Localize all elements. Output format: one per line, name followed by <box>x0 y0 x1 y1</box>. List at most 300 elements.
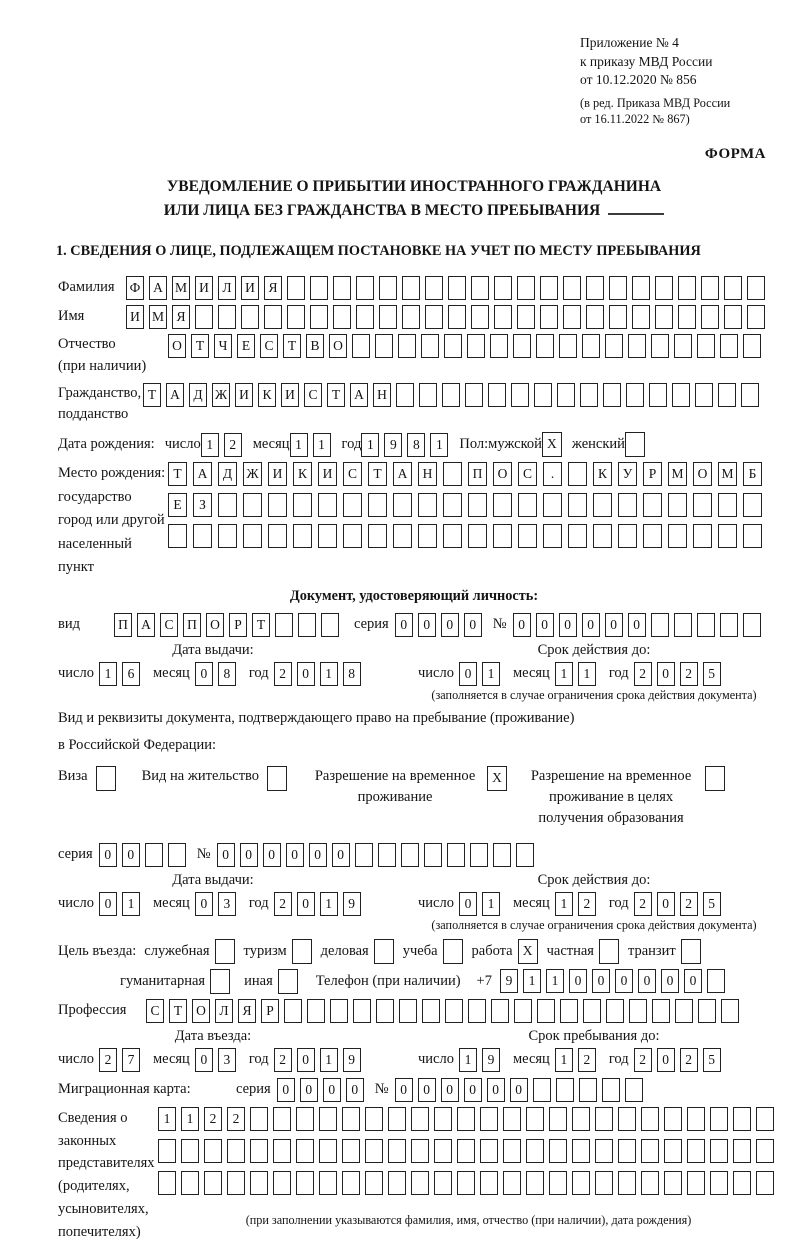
char-box[interactable] <box>273 1107 291 1131</box>
char-box[interactable]: П <box>468 462 487 486</box>
char-box[interactable]: 2 <box>578 1048 596 1072</box>
char-box[interactable] <box>321 613 339 637</box>
char-box[interactable] <box>457 1171 475 1195</box>
char-box[interactable]: А <box>193 462 212 486</box>
char-box[interactable] <box>434 1139 452 1163</box>
char-box[interactable] <box>743 524 762 548</box>
representatives-line2-boxes[interactable] <box>158 1139 779 1163</box>
char-box[interactable]: О <box>493 462 512 486</box>
char-box[interactable]: 0 <box>661 969 679 993</box>
char-box[interactable] <box>310 305 328 329</box>
char-box[interactable]: 1 <box>578 662 596 686</box>
char-box[interactable] <box>422 999 440 1023</box>
char-box[interactable] <box>549 1107 567 1131</box>
char-box[interactable]: И <box>318 462 337 486</box>
char-box[interactable]: 7 <box>122 1048 140 1072</box>
char-box[interactable] <box>743 613 761 637</box>
char-box[interactable] <box>468 493 487 517</box>
char-box[interactable]: 9 <box>343 1048 361 1072</box>
char-box[interactable]: О <box>168 334 186 358</box>
residence-valid-year-boxes[interactable] <box>634 892 726 916</box>
char-box[interactable] <box>568 493 587 517</box>
char-box[interactable]: 0 <box>395 1078 413 1102</box>
char-box[interactable] <box>563 305 581 329</box>
char-box[interactable]: 2 <box>224 433 242 457</box>
char-box[interactable] <box>643 493 662 517</box>
char-box[interactable] <box>503 1171 521 1195</box>
char-box[interactable]: Т <box>368 462 387 486</box>
char-box[interactable] <box>664 1139 682 1163</box>
char-box[interactable] <box>518 493 537 517</box>
char-box[interactable]: 0 <box>263 843 281 867</box>
char-box[interactable]: 0 <box>418 613 436 637</box>
char-box[interactable]: 9 <box>482 1048 500 1072</box>
char-box[interactable] <box>470 843 488 867</box>
char-box[interactable]: 1 <box>158 1107 176 1131</box>
char-box[interactable]: Е <box>237 334 255 358</box>
char-box[interactable] <box>517 305 535 329</box>
char-box[interactable] <box>701 276 719 300</box>
char-box[interactable] <box>468 999 486 1023</box>
phone-boxes[interactable] <box>500 969 730 993</box>
char-box[interactable] <box>168 524 187 548</box>
char-box[interactable] <box>365 1107 383 1131</box>
char-box[interactable] <box>275 613 293 637</box>
char-box[interactable] <box>641 1107 659 1131</box>
char-box[interactable]: 0 <box>122 843 140 867</box>
char-box[interactable] <box>250 1107 268 1131</box>
char-box[interactable] <box>465 383 483 407</box>
char-box[interactable]: 2 <box>274 1048 292 1072</box>
char-box[interactable]: 1 <box>555 662 573 686</box>
char-box[interactable] <box>411 1139 429 1163</box>
char-box[interactable] <box>678 305 696 329</box>
char-box[interactable] <box>215 939 235 964</box>
char-box[interactable] <box>445 999 463 1023</box>
char-box[interactable]: С <box>260 334 278 358</box>
char-box[interactable]: 0 <box>195 662 213 686</box>
char-box[interactable] <box>419 383 437 407</box>
char-box[interactable] <box>218 305 236 329</box>
char-box[interactable] <box>374 939 394 964</box>
char-box[interactable] <box>378 843 396 867</box>
char-box[interactable] <box>402 305 420 329</box>
char-box[interactable] <box>568 524 587 548</box>
char-box[interactable]: 1 <box>313 433 331 457</box>
char-box[interactable] <box>448 276 466 300</box>
char-box[interactable] <box>181 1139 199 1163</box>
char-box[interactable] <box>480 1139 498 1163</box>
char-box[interactable]: 6 <box>122 662 140 686</box>
sex-male-checkbox[interactable] <box>542 432 562 457</box>
char-box[interactable] <box>158 1171 176 1195</box>
char-box[interactable] <box>526 1171 544 1195</box>
char-box[interactable] <box>204 1171 222 1195</box>
char-box[interactable] <box>467 334 485 358</box>
char-box[interactable] <box>543 524 562 548</box>
char-box[interactable] <box>468 524 487 548</box>
char-box[interactable]: 1 <box>361 433 379 457</box>
char-box[interactable]: 1 <box>201 433 219 457</box>
char-box[interactable] <box>710 1171 728 1195</box>
surname-boxes[interactable] <box>126 276 770 300</box>
char-box[interactable]: Л <box>218 276 236 300</box>
char-box[interactable]: 0 <box>323 1078 341 1102</box>
char-box[interactable] <box>491 999 509 1023</box>
purpose-work-checkbox[interactable] <box>518 939 538 964</box>
char-box[interactable] <box>319 1107 337 1131</box>
char-box[interactable] <box>278 969 298 994</box>
char-box[interactable] <box>379 276 397 300</box>
entry-year-boxes[interactable] <box>274 1048 366 1072</box>
char-box[interactable] <box>674 334 692 358</box>
identity-issue-year-boxes[interactable] <box>274 662 366 686</box>
char-box[interactable]: 0 <box>684 969 702 993</box>
char-box[interactable]: 5 <box>703 1048 721 1072</box>
char-box[interactable]: 0 <box>628 613 646 637</box>
char-box[interactable] <box>411 1107 429 1131</box>
char-box[interactable]: М <box>172 276 190 300</box>
char-box[interactable] <box>664 1171 682 1195</box>
option-visa-checkbox[interactable] <box>96 766 116 791</box>
char-box[interactable]: 1 <box>555 1048 573 1072</box>
char-box[interactable]: О <box>693 462 712 486</box>
char-box[interactable]: Р <box>229 613 247 637</box>
char-box[interactable]: И <box>235 383 253 407</box>
char-box[interactable]: 1 <box>523 969 541 993</box>
char-box[interactable] <box>618 1139 636 1163</box>
char-box[interactable] <box>632 276 650 300</box>
char-box[interactable]: 2 <box>274 662 292 686</box>
char-box[interactable] <box>718 383 736 407</box>
char-box[interactable] <box>388 1171 406 1195</box>
char-box[interactable] <box>579 1078 597 1102</box>
char-box[interactable] <box>318 493 337 517</box>
char-box[interactable] <box>488 383 506 407</box>
char-box[interactable] <box>503 1139 521 1163</box>
char-box[interactable] <box>375 334 393 358</box>
char-box[interactable] <box>618 493 637 517</box>
char-box[interactable] <box>250 1139 268 1163</box>
char-box[interactable]: 0 <box>657 892 675 916</box>
char-box[interactable] <box>424 843 442 867</box>
char-box[interactable] <box>641 1171 659 1195</box>
char-box[interactable] <box>494 276 512 300</box>
char-box[interactable] <box>687 1171 705 1195</box>
residence-valid-month-boxes[interactable] <box>555 892 601 916</box>
char-box[interactable] <box>693 524 712 548</box>
patronymic-boxes[interactable] <box>168 334 766 358</box>
char-box[interactable] <box>678 276 696 300</box>
char-box[interactable] <box>568 462 587 486</box>
char-box[interactable]: Ч <box>214 334 232 358</box>
char-box[interactable] <box>287 276 305 300</box>
char-box[interactable] <box>330 999 348 1023</box>
char-box[interactable]: Л <box>215 999 233 1023</box>
char-box[interactable] <box>718 493 737 517</box>
char-box[interactable] <box>593 524 612 548</box>
char-box[interactable] <box>733 1139 751 1163</box>
char-box[interactable] <box>471 305 489 329</box>
char-box[interactable] <box>602 1078 620 1102</box>
char-box[interactable]: 1 <box>546 969 564 993</box>
char-box[interactable]: 0 <box>464 613 482 637</box>
purpose-other-checkbox[interactable] <box>278 969 298 994</box>
char-box[interactable] <box>447 843 465 867</box>
char-box[interactable] <box>210 969 230 994</box>
char-box[interactable]: Р <box>643 462 662 486</box>
sex-female-checkbox[interactable] <box>625 432 645 457</box>
purpose-business-checkbox[interactable] <box>215 939 235 964</box>
char-box[interactable] <box>516 843 534 867</box>
char-box[interactable] <box>333 276 351 300</box>
char-box[interactable] <box>318 524 337 548</box>
char-box[interactable] <box>720 613 738 637</box>
char-box[interactable]: 0 <box>657 662 675 686</box>
char-box[interactable]: Д <box>189 383 207 407</box>
char-box[interactable] <box>307 999 325 1023</box>
char-box[interactable] <box>356 305 374 329</box>
char-box[interactable] <box>444 334 462 358</box>
char-box[interactable]: Т <box>252 613 270 637</box>
char-box[interactable]: Е <box>168 493 187 517</box>
char-box[interactable]: 2 <box>578 892 596 916</box>
char-box[interactable]: 1 <box>181 1107 199 1131</box>
char-box[interactable]: М <box>718 462 737 486</box>
profession-boxes[interactable] <box>146 999 744 1023</box>
char-box[interactable] <box>605 334 623 358</box>
purpose-study-checkbox[interactable] <box>443 939 463 964</box>
char-box[interactable] <box>625 1078 643 1102</box>
char-box[interactable] <box>493 524 512 548</box>
char-box[interactable]: 0 <box>297 892 315 916</box>
char-box[interactable] <box>296 1107 314 1131</box>
char-box[interactable] <box>628 334 646 358</box>
char-box[interactable]: 0 <box>195 1048 213 1072</box>
char-box[interactable]: И <box>126 305 144 329</box>
representatives-line1-boxes[interactable] <box>158 1107 779 1131</box>
char-box[interactable]: 0 <box>297 662 315 686</box>
char-box[interactable] <box>710 1139 728 1163</box>
char-box[interactable]: И <box>281 383 299 407</box>
char-box[interactable]: Я <box>264 276 282 300</box>
residence-number-boxes[interactable] <box>217 843 539 867</box>
char-box[interactable] <box>368 524 387 548</box>
char-box[interactable] <box>586 305 604 329</box>
char-box[interactable] <box>572 1139 590 1163</box>
identity-series-boxes[interactable] <box>395 613 487 637</box>
char-box[interactable] <box>243 493 262 517</box>
birth-place-line3-boxes[interactable] <box>168 524 768 548</box>
char-box[interactable] <box>355 843 373 867</box>
char-box[interactable]: 2 <box>680 1048 698 1072</box>
char-box[interactable] <box>534 383 552 407</box>
char-box[interactable] <box>580 383 598 407</box>
char-box[interactable]: 0 <box>418 1078 436 1102</box>
char-box[interactable] <box>609 276 627 300</box>
char-box[interactable] <box>181 1171 199 1195</box>
char-box[interactable]: Т <box>169 999 187 1023</box>
char-box[interactable]: 0 <box>638 969 656 993</box>
char-box[interactable]: 1 <box>320 1048 338 1072</box>
char-box[interactable]: 1 <box>482 892 500 916</box>
char-box[interactable]: 8 <box>407 433 425 457</box>
char-box[interactable] <box>273 1139 291 1163</box>
char-box[interactable]: 0 <box>240 843 258 867</box>
char-box[interactable] <box>674 613 692 637</box>
char-box[interactable]: 2 <box>634 662 652 686</box>
char-box[interactable] <box>376 999 394 1023</box>
char-box[interactable] <box>559 334 577 358</box>
char-box[interactable]: В <box>306 334 324 358</box>
char-box[interactable] <box>720 334 738 358</box>
char-box[interactable] <box>218 524 237 548</box>
char-box[interactable] <box>526 1139 544 1163</box>
char-box[interactable]: Д <box>218 462 237 486</box>
char-box[interactable] <box>695 383 713 407</box>
residence-issue-year-boxes[interactable] <box>274 892 366 916</box>
char-box[interactable] <box>241 305 259 329</box>
char-box[interactable]: 1 <box>290 433 308 457</box>
char-box[interactable]: Т <box>143 383 161 407</box>
char-box[interactable] <box>603 383 621 407</box>
char-box[interactable]: 0 <box>441 1078 459 1102</box>
char-box[interactable] <box>741 383 759 407</box>
char-box[interactable] <box>379 305 397 329</box>
char-box[interactable]: Т <box>283 334 301 358</box>
purpose-tourism-checkbox[interactable] <box>292 939 312 964</box>
char-box[interactable] <box>540 276 558 300</box>
char-box[interactable] <box>681 939 701 964</box>
char-box[interactable]: 0 <box>592 969 610 993</box>
char-box[interactable] <box>747 305 765 329</box>
char-box[interactable] <box>697 613 715 637</box>
option-temp-residence-checkbox[interactable] <box>487 766 507 791</box>
birth-month-boxes[interactable] <box>290 433 336 457</box>
char-box[interactable]: 2 <box>680 662 698 686</box>
char-box[interactable]: 1 <box>99 662 117 686</box>
char-box[interactable] <box>593 493 612 517</box>
char-box[interactable]: Ф <box>126 276 144 300</box>
identity-kind-boxes[interactable] <box>114 613 344 637</box>
char-box[interactable]: Ж <box>243 462 262 486</box>
char-box[interactable] <box>310 276 328 300</box>
char-box[interactable]: 0 <box>582 613 600 637</box>
char-box[interactable]: 0 <box>657 1048 675 1072</box>
char-box[interactable] <box>227 1139 245 1163</box>
char-box[interactable] <box>518 524 537 548</box>
char-box[interactable]: З <box>193 493 212 517</box>
char-box[interactable] <box>560 999 578 1023</box>
identity-valid-month-boxes[interactable] <box>555 662 601 686</box>
char-box[interactable] <box>540 305 558 329</box>
char-box[interactable] <box>618 1107 636 1131</box>
char-box[interactable] <box>533 1078 551 1102</box>
char-box[interactable] <box>343 493 362 517</box>
char-box[interactable]: 1 <box>320 892 338 916</box>
char-box[interactable] <box>743 493 762 517</box>
char-box[interactable]: 5 <box>703 892 721 916</box>
char-box[interactable] <box>651 613 669 637</box>
char-box[interactable] <box>583 999 601 1023</box>
char-box[interactable]: 9 <box>343 892 361 916</box>
char-box[interactable] <box>643 524 662 548</box>
char-box[interactable]: Ж <box>212 383 230 407</box>
char-box[interactable] <box>443 524 462 548</box>
char-box[interactable] <box>693 493 712 517</box>
char-box[interactable]: О <box>206 613 224 637</box>
char-box[interactable]: М <box>668 462 687 486</box>
char-box[interactable]: 2 <box>227 1107 245 1131</box>
char-box[interactable] <box>629 999 647 1023</box>
char-box[interactable] <box>721 999 739 1023</box>
char-box[interactable] <box>626 383 644 407</box>
char-box[interactable]: П <box>183 613 201 637</box>
char-box[interactable] <box>319 1171 337 1195</box>
char-box[interactable] <box>556 1078 574 1102</box>
char-box[interactable]: 0 <box>459 662 477 686</box>
char-box[interactable] <box>365 1171 383 1195</box>
char-box[interactable] <box>448 305 466 329</box>
char-box[interactable] <box>388 1139 406 1163</box>
citizenship-boxes[interactable] <box>143 383 764 407</box>
char-box[interactable]: 9 <box>384 433 402 457</box>
char-box[interactable]: 2 <box>274 892 292 916</box>
char-box[interactable] <box>250 1171 268 1195</box>
char-box[interactable]: 0 <box>464 1078 482 1102</box>
char-box[interactable] <box>526 1107 544 1131</box>
char-box[interactable]: 0 <box>99 892 117 916</box>
char-box[interactable] <box>268 493 287 517</box>
char-box[interactable]: . <box>543 462 562 486</box>
char-box[interactable] <box>353 999 371 1023</box>
char-box[interactable] <box>536 334 554 358</box>
char-box[interactable] <box>549 1139 567 1163</box>
char-box[interactable]: А <box>350 383 368 407</box>
char-box[interactable] <box>651 334 669 358</box>
residence-series-boxes[interactable] <box>99 843 191 867</box>
char-box[interactable] <box>549 1171 567 1195</box>
char-box[interactable] <box>687 1139 705 1163</box>
option-residence-permit-checkbox[interactable] <box>267 766 287 791</box>
char-box[interactable]: О <box>329 334 347 358</box>
char-box[interactable] <box>402 276 420 300</box>
char-box[interactable] <box>96 766 116 791</box>
char-box[interactable]: 0 <box>569 969 587 993</box>
char-box[interactable]: А <box>166 383 184 407</box>
char-box[interactable]: Н <box>373 383 391 407</box>
char-box[interactable] <box>557 383 575 407</box>
char-box[interactable] <box>572 1171 590 1195</box>
char-box[interactable]: О <box>192 999 210 1023</box>
char-box[interactable]: 2 <box>680 892 698 916</box>
char-box[interactable] <box>168 843 186 867</box>
char-box[interactable] <box>668 493 687 517</box>
char-box[interactable] <box>411 1171 429 1195</box>
char-box[interactable] <box>641 1139 659 1163</box>
char-box[interactable]: 0 <box>395 613 413 637</box>
migration-number-boxes[interactable] <box>395 1078 648 1102</box>
char-box[interactable]: Я <box>238 999 256 1023</box>
char-box[interactable] <box>342 1107 360 1131</box>
char-box[interactable] <box>243 524 262 548</box>
char-box[interactable]: Р <box>261 999 279 1023</box>
char-box[interactable] <box>218 493 237 517</box>
char-box[interactable] <box>195 305 213 329</box>
char-box[interactable] <box>543 493 562 517</box>
char-box[interactable] <box>396 383 414 407</box>
char-box[interactable] <box>572 1107 590 1131</box>
